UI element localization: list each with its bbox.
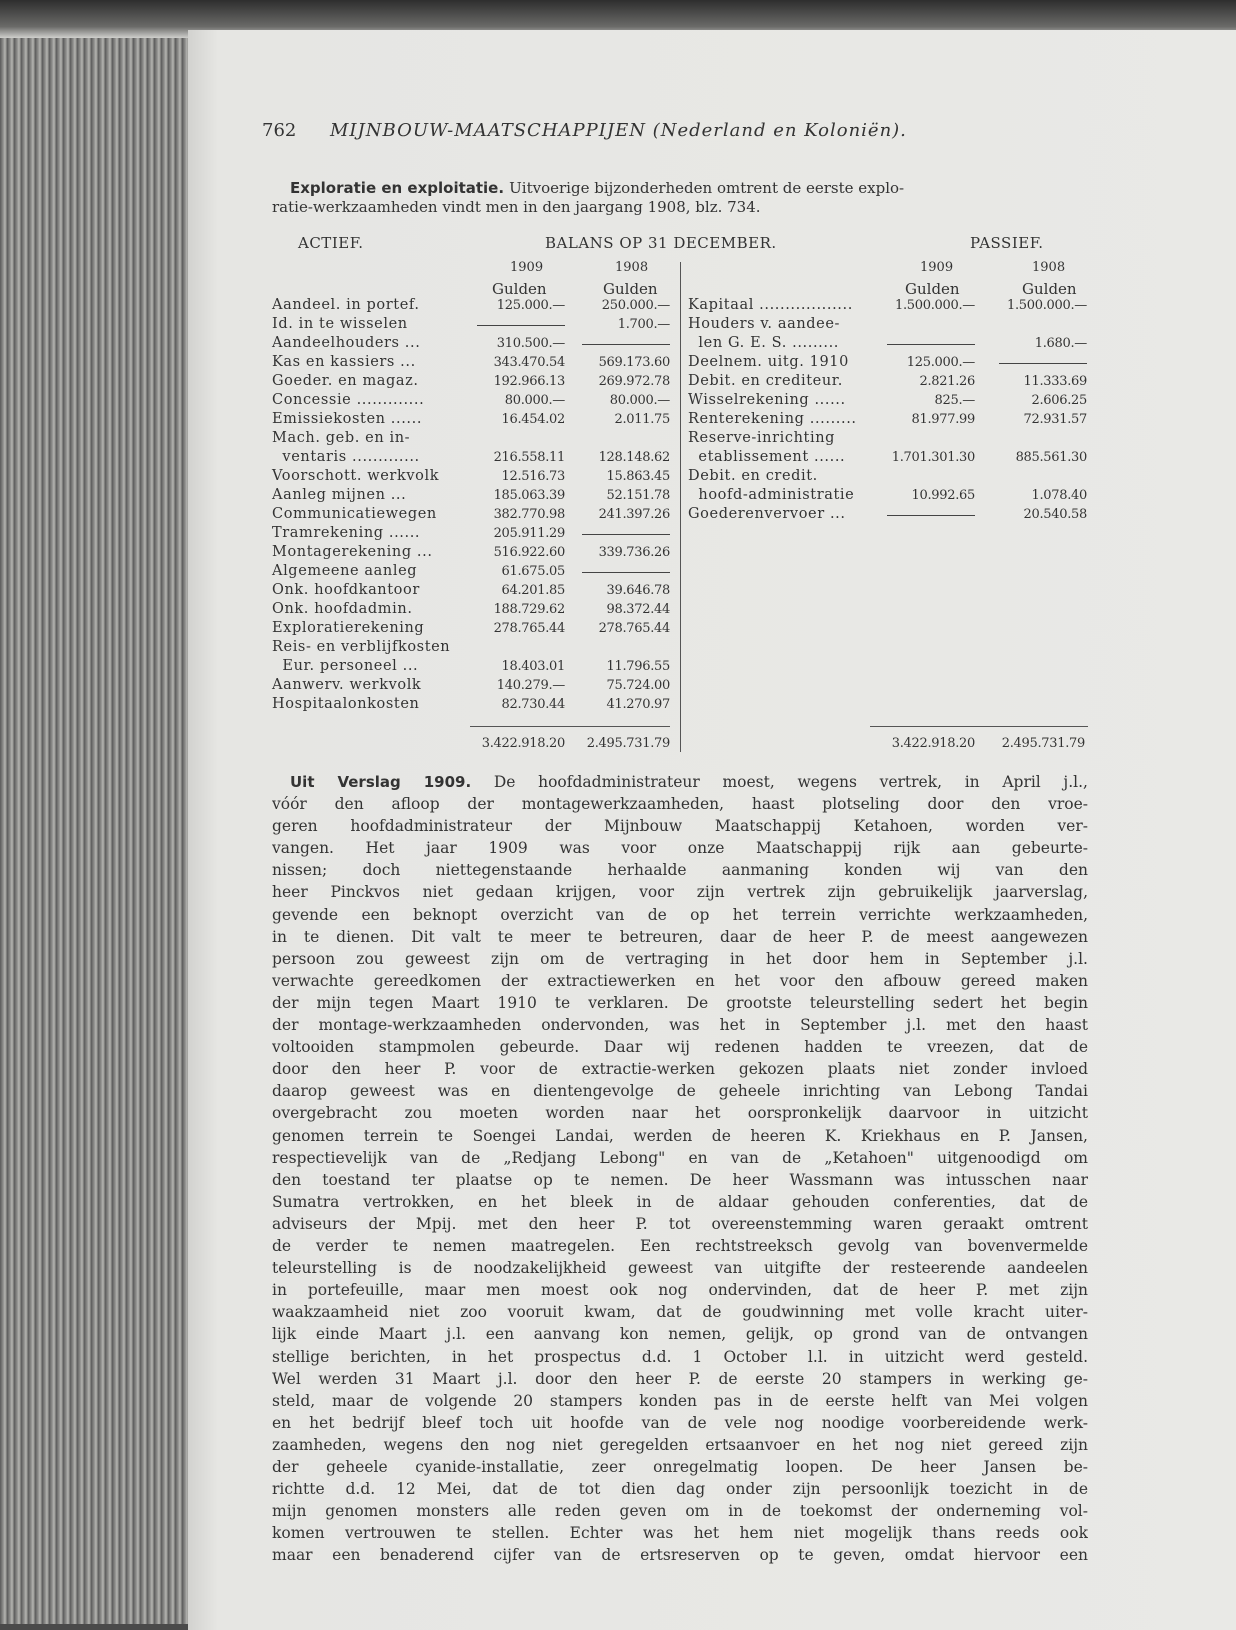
- actief-unit-1908: Gulden: [603, 280, 658, 298]
- row-label: ventaris .............: [272, 449, 420, 465]
- passief-year-1909: 1909: [920, 260, 954, 275]
- row-label: Concessie .............: [272, 392, 425, 408]
- value-1908: 250.000.—: [601, 298, 670, 313]
- value-1909: 516.922.60: [493, 545, 565, 560]
- report-line: stellige berichten, in het prospectus d.d. 1 October l.l. in uitzicht werd gesteld.: [272, 1347, 1088, 1366]
- value-1908: 2.606.25: [1031, 393, 1087, 408]
- book-page-edges: [0, 0, 200, 1624]
- value-1908: 269.972.78: [598, 374, 670, 389]
- value-1908: 72.931.57: [1023, 412, 1087, 427]
- report-line: daarop geweest was en dientengevolge de geheele inrichting van Lebong Tandai: [272, 1082, 1088, 1101]
- report-line: in te dienen. Dit valt te meer te betreuren, daar de heer P. de meest aangewezen: [272, 927, 1088, 946]
- actief-year-1908: 1908: [615, 260, 649, 275]
- value-1909: 278.765.44: [493, 621, 565, 636]
- row-label: Reis- en verblijfkosten: [272, 639, 451, 655]
- report-line: overgebracht zou moeten worden naar het oorspronkelijk daarvoor in uitzicht: [272, 1104, 1088, 1123]
- row-label: etablissement ......: [688, 449, 846, 465]
- value-1908: 2.011.75: [614, 412, 670, 427]
- value-1909: 1.500.000.—: [895, 298, 975, 313]
- report-line: komen vertrouwen te stellen. Echter was het hem niet mogelijk thans reeds ook: [272, 1524, 1088, 1543]
- value-1908: 80.000.—: [609, 393, 670, 408]
- value-1909: 310.500.—: [496, 336, 565, 351]
- balance-title: BALANS OP 31 DECEMBER.: [545, 234, 777, 252]
- report-line: de verder te nemen maatregelen. Een rechtstreeksch gevolg van bovenvermelde: [272, 1237, 1088, 1255]
- report-line: Wel werden 31 Maart j.l. door den heer P. de eerste 20 stampers in werking ge-: [272, 1369, 1088, 1388]
- row-label: Reserve-inrichting: [688, 430, 836, 446]
- passief-total-1908: 2.495.731.79: [1001, 736, 1085, 751]
- report-line: teleurstelling is de noodzakelijkheid geweest van uitgifte der resteerende aandeelen: [272, 1259, 1088, 1278]
- report-line: Sumatra vertrokken, en het bleek in de aldaar gehouden conferenties, dat de: [272, 1192, 1088, 1211]
- value-1909: 185.063.39: [493, 488, 565, 503]
- value-1909: 80.000.—: [504, 393, 565, 408]
- report-line: zaamheden, wegens den nog niet geregelden ertsaanvoer en het nog niet gereed zijn: [272, 1435, 1088, 1454]
- intro-line-1: [290, 178, 904, 197]
- intro-heading: Exploratie en exploitatie.: [290, 179, 505, 197]
- row-label: Renterekening .........: [688, 411, 857, 427]
- report-line: vóór den afloop der montagewerkzaamheden, haast plotseling door den vroe-: [272, 795, 1088, 813]
- row-label: len G. E. S. .........: [688, 335, 839, 351]
- running-title: MIJNBOUW-MAATSCHAPPIJEN (Nederland en Koloniën).: [330, 120, 907, 141]
- value-1908: 278.765.44: [598, 621, 670, 636]
- report-line: steld, maar de volgende 20 stampers konden pas in de eerste helft van Mei volgen: [272, 1391, 1088, 1410]
- row-label: Mach. geb. en in-: [272, 430, 411, 446]
- row-label: Algemeene aanleg: [272, 563, 418, 579]
- report-line: voltooiden stampmolen gebeurde. Daar wij redenen hadden te vreezen, dat de: [272, 1038, 1088, 1057]
- row-label: Aanwerv. werkvolk: [272, 677, 422, 693]
- table-divider: [680, 262, 681, 752]
- value-1908: 75.724.00: [606, 678, 670, 693]
- value-1908: 885.561.30: [1015, 450, 1087, 465]
- report-line: verwachte gereedkomen der extractiewerken en het voor den afbouw gereed maken: [272, 971, 1088, 990]
- row-label: Goederenvervoer ...: [688, 506, 846, 522]
- actief-unit-1909: Gulden: [492, 280, 547, 298]
- value-1908: 15.863.45: [606, 469, 670, 484]
- value-1909: 825.—: [934, 393, 975, 408]
- row-label: hoofd-administratie: [688, 487, 855, 503]
- row-label: Id. in te wisselen: [272, 316, 408, 332]
- row-label: Exploratierekening: [272, 620, 425, 636]
- passief-year-1908: 1908: [1032, 260, 1066, 275]
- report-line: der geheele cyanide-installatie, zeer onregelmatig loopen. De heer Jansen be-: [272, 1458, 1088, 1476]
- value-1909: 140.279.—: [496, 678, 565, 693]
- report-line: richtte d.d. 12 Mei, dat de tot dien dag onder zijn persoonlijk toezicht in de: [272, 1480, 1088, 1499]
- report-line: der montage-werkzaamheden ondervonden, was het in September j.l. met den haast: [272, 1016, 1088, 1034]
- value-1908: 98.372.44: [606, 602, 670, 617]
- row-label: Aanleg mijnen ...: [272, 487, 407, 503]
- value-1909: 61.675.05: [501, 564, 565, 579]
- row-label: Voorschott. werkvolk: [272, 468, 440, 484]
- value-1909: 216.558.11: [493, 450, 565, 465]
- actief-year-1909: 1909: [510, 260, 544, 275]
- row-label: Houders v. aandee-: [688, 316, 841, 332]
- value-1909: 64.201.85: [501, 583, 565, 598]
- value-1909: 12.516.73: [501, 469, 565, 484]
- value-1908: 1.078.40: [1031, 488, 1087, 503]
- report-line: gevende een beknopt overzicht van de op het terrein verrichte werkzaamheden,: [272, 905, 1088, 924]
- report-text: De hoofdadministrateur moest, wegens vertrek, in April j.l.,: [493, 773, 1088, 791]
- row-label: Aandeel. in portef.: [272, 297, 420, 313]
- report-line: vangen. Het jaar 1909 was voor onze Maatschappij rijk aan gebeurte-: [272, 839, 1088, 858]
- report-heading: Uit Verslag 1909.: [290, 773, 472, 791]
- empty-value-dash: [582, 344, 670, 345]
- value-1909: 81.977.99: [911, 412, 975, 427]
- row-label: Goeder. en magaz.: [272, 373, 419, 389]
- report-line: respectievelijk van de „Redjang Lebong" en van de „Ketahoen" uitgenoodigd om: [272, 1148, 1088, 1167]
- value-1909: 125.000.—: [906, 355, 975, 370]
- value-1908: 1.700.—: [617, 317, 670, 332]
- row-label: Kas en kassiers ...: [272, 354, 416, 370]
- row-label: Montagerekening ...: [272, 544, 433, 560]
- value-1909: 343.470.54: [493, 355, 565, 370]
- row-label: Aandeelhouders ...: [272, 335, 421, 351]
- value-1908: 39.646.78: [606, 583, 670, 598]
- report-line: maar een benaderend cijfer van de ertsreserven op te geven, omdat hiervoor een: [272, 1546, 1088, 1565]
- actief-total-1909: 3.422.918.20: [481, 736, 565, 751]
- value-1908: 569.173.60: [598, 355, 670, 370]
- value-1909: 82.730.44: [501, 697, 565, 712]
- intro-line-2: ratie-werkzaamheden vindt men in den jaargang 1908, blz. 734.: [272, 198, 761, 216]
- empty-value-dash: [582, 572, 670, 573]
- row-label: Hospitaalonkosten: [272, 696, 420, 712]
- report-line: lijk einde Maart j.l. een aanvang kon nemen, gelijk, op grond van de ontvangen: [272, 1325, 1088, 1344]
- report-line: persoon zou geweest zijn om de vertraging in het door hem in September j.l.: [272, 949, 1088, 968]
- value-1908: 52.151.78: [606, 488, 670, 503]
- value-1909: 125.000.—: [496, 298, 565, 313]
- passief-label: PASSIEF.: [970, 234, 1044, 252]
- page-number: 762: [262, 120, 297, 141]
- value-1908: 1.500.000.—: [1007, 298, 1087, 313]
- intro-text: Uitvoerige bijzonderheden omtrent de eerste explo-: [509, 179, 905, 197]
- value-1909: 192.966.13: [493, 374, 565, 389]
- report-line: den toestand ter plaatse op te nemen. De heer Wassmann was intusschen naar: [272, 1170, 1088, 1189]
- value-1909: 2.821.26: [919, 374, 975, 389]
- empty-value-dash: [999, 363, 1087, 364]
- passief-total-1909: 3.422.918.20: [891, 736, 975, 751]
- report-line: door den heer P. voor de extractie-werken gekozen plaats niet zonder invloed: [272, 1060, 1088, 1079]
- row-label: Communicatiewegen: [272, 506, 437, 522]
- passief-unit-1909: Gulden: [905, 280, 960, 298]
- value-1909: 382.770.98: [493, 507, 565, 522]
- row-label: Kapitaal ..................: [688, 297, 853, 313]
- report-line: en het bedrijf bleef toch uit hoofde van de vele nog noodige voorbereidende werk-: [272, 1413, 1088, 1432]
- row-label: Wisselrekening ......: [688, 392, 846, 408]
- report-line: geren hoofdadministrateur der Mijnbouw Maatschappij Ketahoen, worden ver-: [272, 817, 1088, 836]
- value-1908: 20.540.58: [1023, 507, 1087, 522]
- value-1908: 11.796.55: [606, 659, 670, 674]
- value-1909: 16.454.02: [501, 412, 565, 427]
- value-1908: 241.397.26: [598, 507, 670, 522]
- report-line: nissen; doch niettegenstaande herhaalde aanmaning konden wij van den: [272, 861, 1088, 880]
- passief-total-rule: [870, 726, 1088, 727]
- report-first-line: [272, 772, 1088, 792]
- report-line: adviseurs der Mpij. met den heer P. tot overeenstemming waren geraakt omtrent: [272, 1214, 1088, 1233]
- value-1908: 128.148.62: [598, 450, 670, 465]
- actief-total-1908: 2.495.731.79: [586, 736, 670, 751]
- value-1908: 1.680.—: [1034, 336, 1087, 351]
- row-label: Debit. en credit.: [688, 468, 818, 484]
- report-line: waakzaamheid niet zoo vooruit kwam, dat de goudwinning met volle kracht uiter-: [272, 1303, 1088, 1322]
- row-label: Debit. en crediteur.: [688, 373, 843, 389]
- empty-value-dash: [582, 534, 670, 535]
- row-label: Tramrekening ......: [272, 525, 421, 541]
- passief-unit-1908: Gulden: [1022, 280, 1077, 298]
- value-1909: 1.701.301.30: [891, 450, 975, 465]
- row-label: Emissiekosten ......: [272, 411, 423, 427]
- report-line: der mijn tegen Maart 1910 te verklaren. De grootste teleurstelling sedert het begin: [272, 993, 1088, 1012]
- value-1908: 339.736.26: [598, 545, 670, 560]
- value-1909: 205.911.29: [493, 526, 565, 541]
- value-1909: 10.992.65: [911, 488, 975, 503]
- report-line: heer Pinckvos niet gedaan krijgen, voor zijn vertrek zijn gebruikelijk jaarverslag,: [272, 883, 1088, 902]
- row-label: Onk. hoofdkantoor: [272, 582, 420, 598]
- row-label: Onk. hoofdadmin.: [272, 601, 413, 617]
- actief-label: ACTIEF.: [298, 234, 364, 252]
- report-line: in portefeuille, maar men moest ook nog ondervinden, dat de heer P. met zijn: [272, 1281, 1088, 1300]
- value-1908: 41.270.97: [606, 697, 670, 712]
- value-1908: 11.333.69: [1023, 374, 1087, 389]
- row-label: Deelnem. uitg. 1910: [688, 354, 849, 370]
- value-1909: 18.403.01: [501, 659, 565, 674]
- value-1909: 188.729.62: [493, 602, 565, 617]
- report-line: mijn genomen monsters alle reden geven om in de toekomst der onderneming vol-: [272, 1502, 1088, 1521]
- row-label: Eur. personeel ...: [272, 658, 419, 674]
- report-line: genomen terrein te Soengei Landai, werden de heeren K. Kriekhaus en P. Jansen,: [272, 1126, 1088, 1145]
- actief-total-rule: [470, 726, 670, 727]
